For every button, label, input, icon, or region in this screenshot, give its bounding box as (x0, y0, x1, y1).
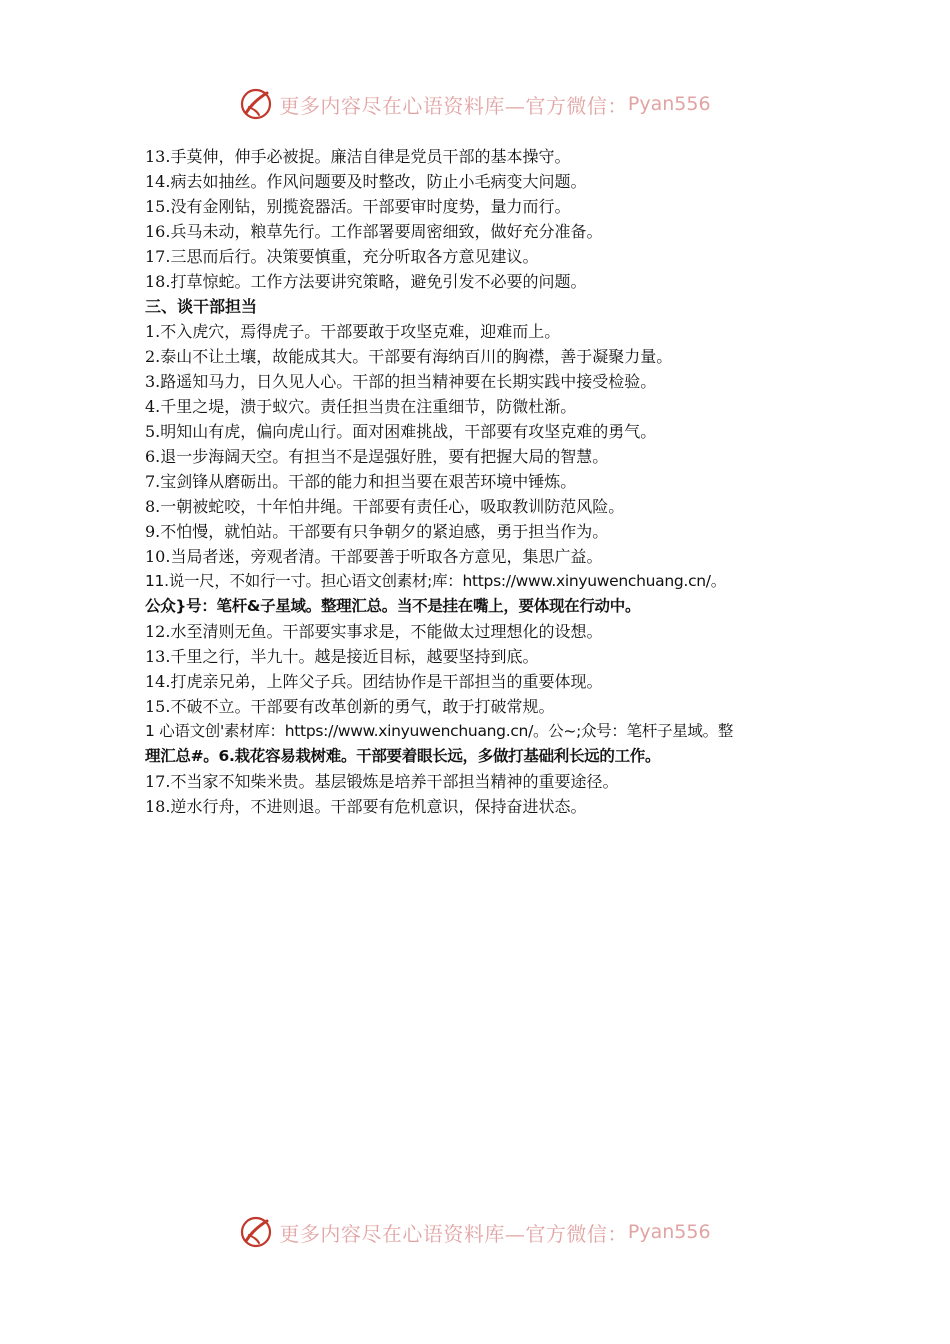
text-line: 9.不怕慢，就怕站。干部要有只争朝夕的紧迫感，勇于担当作为。 (145, 522, 609, 541)
text-line: 公众}号：笔杆&子星域。整理汇总。当不是挂在嘴上，要体现在行动中。 (145, 597, 641, 615)
banner-text: 更多内容尽在心语资料库—官方微信： (279, 1221, 628, 1246)
text-line: 1.不入虎穴，焉得虎子。干部要敢于攻坚克难，迎难而上。 (145, 322, 561, 341)
text-line: 3.路遥知马力，日久见人心。干部的担当精神要在长期实践中接受检验。 (145, 372, 657, 391)
text-line: 14.病去如抽丝。作风问题要及时整改，防止小毛病变大问题。 (145, 172, 587, 191)
document-body (145, 144, 815, 819)
brush-logo-icon (239, 1215, 273, 1249)
text-line: 4.千里之堤，溃于蚁穴。责任担当贵在注重细节，防微杜渐。 (145, 397, 577, 416)
text-line: 15.没有金刚钻，别揽瓷器活。干部要审时度势，量力而行。 (145, 197, 571, 216)
section-heading: 三、谈干部担当 (145, 297, 258, 316)
text-line: 16.兵马未动，粮草先行。工作部署要周密细致，做好充分准备。 (145, 222, 603, 241)
text-line: 14.打虎亲兄弟，上阵父子兵。团结协作是干部担当的重要体现。 (145, 672, 603, 691)
text-line: 13.千里之行，半九十。越是接近目标，越要坚持到底。 (145, 647, 539, 666)
text-line: 11.说一尺，不如行一寸。担心语文创素材;库：https://www.xinyuwenchuang.cn/。 (145, 572, 726, 590)
text-line: 18.逆水行舟，不进则退。干部要有危机意识，保持奋进状态。 (145, 797, 587, 816)
text-line: 1 心语文创'素材库：https://www.xinyuwenchuang.cn/。公~;众号：笔杆子星域。整 (145, 722, 734, 740)
banner-wechat-id: Pyan556 (627, 93, 711, 115)
footer-banner (0, 1212, 950, 1252)
text-line: 2.泰山不让土壤，故能成其大。干部要有海纳百川的胸襟，善于凝聚力量。 (145, 347, 673, 366)
text-line: 7.宝剑锋从磨砺出。干部的能力和担当要在艰苦环境中锤炼。 (145, 472, 577, 491)
text-line: 18.打草惊蛇。工作方法要讲究策略，避免引发不必要的问题。 (145, 272, 587, 291)
banner-wechat-id: Pyan556 (627, 1221, 711, 1243)
text-line: 13.手莫伸，伸手必被捉。廉洁自律是党员干部的基本操守。 (145, 147, 571, 166)
text-line: 15.不破不立。干部要有改革创新的勇气，敢于打破常规。 (145, 697, 555, 716)
header-banner (0, 84, 950, 124)
text-line: 12.水至清则无鱼。干部要实事求是，不能做太过理想化的设想。 (145, 622, 603, 641)
banner-text: 更多内容尽在心语资料库—官方微信： (279, 93, 628, 118)
text-line: 6.退一步海阔天空。有担当不是逞强好胜，要有把握大局的智慧。 (145, 447, 609, 466)
text-line: 17.不当家不知柴米贵。基层锻炼是培养干部担当精神的重要途径。 (145, 772, 619, 791)
brush-logo-icon (239, 87, 273, 121)
text-line: 10.当局者迷，旁观者清。干部要善于听取各方意见，集思广益。 (145, 547, 603, 566)
text-line: 理汇总#。6.栽花容易栽树难。干部要着眼长远，多做打基础利长远的工作。 (145, 747, 661, 765)
text-line: 8.一朝被蛇咬，十年怕井绳。干部要有责任心，吸取教训防范风险。 (145, 497, 625, 516)
text-line: 5.明知山有虎，偏向虎山行。面对困难挑战，干部要有攻坚克难的勇气。 (145, 422, 657, 441)
text-line: 17.三思而后行。决策要慎重，充分听取各方意见建议。 (145, 247, 539, 266)
